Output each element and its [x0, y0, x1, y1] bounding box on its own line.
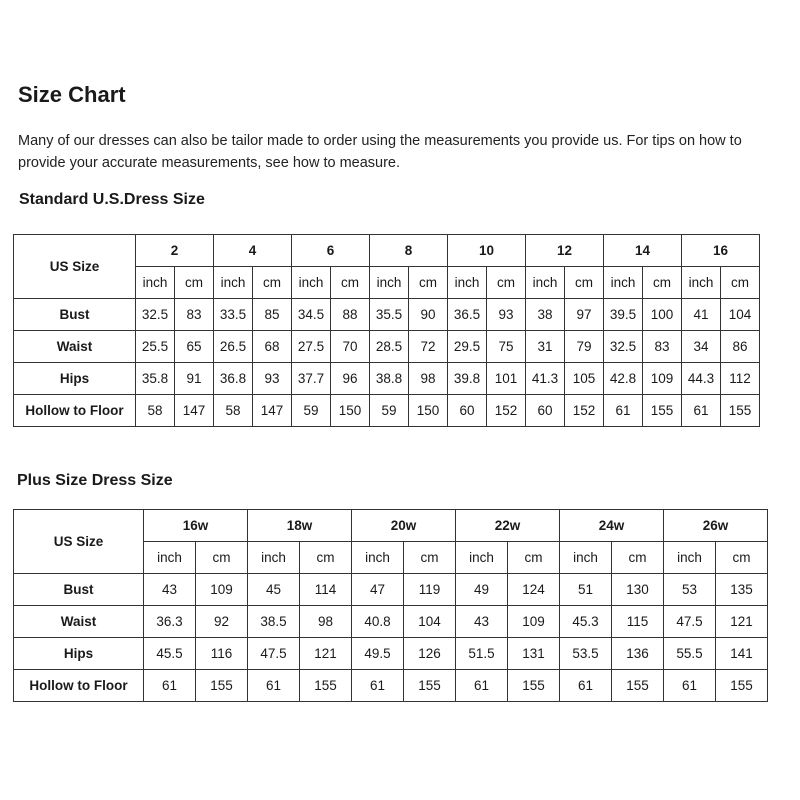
table-cell: 37.7: [292, 363, 331, 395]
measurement-label: Hollow to Floor: [14, 670, 144, 702]
table-cell: 45: [248, 574, 300, 606]
table-cell: 31: [526, 331, 565, 363]
table-cell: 150: [409, 395, 448, 427]
size-header-row: [14, 510, 768, 542]
table-cell: 49.5: [352, 638, 404, 670]
table-cell: 70: [331, 331, 370, 363]
table-cell: 152: [487, 395, 526, 427]
table-cell: 97: [565, 299, 604, 331]
table-cell: 105: [565, 363, 604, 395]
table-cell: 41: [682, 299, 721, 331]
table-cell: 55.5: [664, 638, 716, 670]
table-cell: 155: [508, 670, 560, 702]
unit-cell: cm: [487, 267, 526, 299]
table-cell: 45.5: [144, 638, 196, 670]
table-cell: 65: [175, 331, 214, 363]
size-header-cell: 20w: [352, 510, 456, 542]
table-cell: 47.5: [248, 638, 300, 670]
size-header-cell: 22w: [456, 510, 560, 542]
table-cell: 47.5: [664, 606, 716, 638]
table-cell: 36.3: [144, 606, 196, 638]
table-cell: 34.5: [292, 299, 331, 331]
table-row: [14, 606, 768, 638]
unit-cell: inch: [214, 267, 253, 299]
unit-cell: inch: [144, 542, 196, 574]
unit-cell: inch: [664, 542, 716, 574]
unit-cell: inch: [292, 267, 331, 299]
size-header-row: [14, 235, 760, 267]
table-cell: 147: [175, 395, 214, 427]
table-cell: 61: [144, 670, 196, 702]
table-cell: 83: [175, 299, 214, 331]
unit-cell: inch: [604, 267, 643, 299]
table-cell: 152: [565, 395, 604, 427]
table-cell: 119: [404, 574, 456, 606]
table-cell: 38.8: [370, 363, 409, 395]
table-cell: 85: [253, 299, 292, 331]
table-cell: 109: [508, 606, 560, 638]
table-row: [14, 395, 760, 427]
unit-cell: inch: [370, 267, 409, 299]
table-cell: 53.5: [560, 638, 612, 670]
unit-cell: inch: [136, 267, 175, 299]
table-cell: 150: [331, 395, 370, 427]
size-header-cell: 6: [292, 235, 370, 267]
table-cell: 155: [721, 395, 760, 427]
table-cell: 130: [612, 574, 664, 606]
unit-cell: inch: [526, 267, 565, 299]
table-cell: 39.8: [448, 363, 487, 395]
table-cell: 98: [409, 363, 448, 395]
unit-cell: inch: [456, 542, 508, 574]
size-header-cell: 18w: [248, 510, 352, 542]
table-cell: 61: [248, 670, 300, 702]
table-cell: 36.8: [214, 363, 253, 395]
unit-cell: cm: [508, 542, 560, 574]
size-header-cell: 10: [448, 235, 526, 267]
table-cell: 68: [253, 331, 292, 363]
table-cell: 136: [612, 638, 664, 670]
table-cell: 104: [721, 299, 760, 331]
table-cell: 147: [253, 395, 292, 427]
table-cell: 36.5: [448, 299, 487, 331]
plus-size-title: Plus Size Dress Size: [17, 472, 173, 489]
table-cell: 61: [456, 670, 508, 702]
size-header-cell: 2: [136, 235, 214, 267]
table-cell: 25.5: [136, 331, 175, 363]
table-row: [14, 670, 768, 702]
table-row: [14, 299, 760, 331]
unit-cell: inch: [248, 542, 300, 574]
table-cell: 109: [196, 574, 248, 606]
table-cell: 61: [352, 670, 404, 702]
measurement-label: Waist: [14, 606, 144, 638]
table-cell: 33.5: [214, 299, 253, 331]
table-cell: 26.5: [214, 331, 253, 363]
table-cell: 155: [643, 395, 682, 427]
table-cell: 115: [612, 606, 664, 638]
unit-cell: inch: [352, 542, 404, 574]
table-cell: 104: [404, 606, 456, 638]
table-cell: 90: [409, 299, 448, 331]
measurement-label: Bust: [14, 299, 136, 331]
measurement-label: Hips: [14, 363, 136, 395]
plus-size-table: [13, 509, 768, 702]
table-cell: 61: [604, 395, 643, 427]
table-cell: 112: [721, 363, 760, 395]
table-cell: 116: [196, 638, 248, 670]
table-cell: 38: [526, 299, 565, 331]
table-cell: 92: [196, 606, 248, 638]
table-cell: 32.5: [136, 299, 175, 331]
table-cell: 93: [253, 363, 292, 395]
table-cell: 131: [508, 638, 560, 670]
table-cell: 32.5: [604, 331, 643, 363]
table-cell: 141: [716, 638, 768, 670]
table-cell: 101: [487, 363, 526, 395]
unit-cell: cm: [331, 267, 370, 299]
table-cell: 59: [292, 395, 331, 427]
unit-cell: cm: [612, 542, 664, 574]
table-cell: 47: [352, 574, 404, 606]
table-cell: 93: [487, 299, 526, 331]
unit-cell: cm: [643, 267, 682, 299]
unit-cell: cm: [196, 542, 248, 574]
table-cell: 35.5: [370, 299, 409, 331]
table-cell: 58: [214, 395, 253, 427]
table-cell: 100: [643, 299, 682, 331]
table-cell: 45.3: [560, 606, 612, 638]
size-header-cell: 12: [526, 235, 604, 267]
unit-cell: inch: [682, 267, 721, 299]
table-cell: 43: [144, 574, 196, 606]
table-cell: 114: [300, 574, 352, 606]
table-cell: 59: [370, 395, 409, 427]
table-cell: 88: [331, 299, 370, 331]
us-size-label: US Size: [14, 235, 136, 299]
table-cell: 109: [643, 363, 682, 395]
unit-cell: inch: [560, 542, 612, 574]
measurement-label: Hollow to Floor: [14, 395, 136, 427]
unit-cell: cm: [300, 542, 352, 574]
table-row: [14, 331, 760, 363]
size-header-cell: 16: [682, 235, 760, 267]
table-cell: 86: [721, 331, 760, 363]
unit-cell: cm: [253, 267, 292, 299]
table-cell: 60: [448, 395, 487, 427]
table-cell: 51: [560, 574, 612, 606]
table-cell: 42.8: [604, 363, 643, 395]
table-cell: 51.5: [456, 638, 508, 670]
intro-text: Many of our dresses can also be tailor made to order using the measurements you provide us. For tips on how to provide your accurate measurements, see how to measure.: [18, 133, 742, 171]
table-cell: 29.5: [448, 331, 487, 363]
unit-cell: cm: [404, 542, 456, 574]
table-cell: 39.5: [604, 299, 643, 331]
size-header-cell: 16w: [144, 510, 248, 542]
table-cell: 121: [716, 606, 768, 638]
page-title: Size Chart: [18, 82, 126, 107]
table-cell: 61: [682, 395, 721, 427]
table-cell: 34: [682, 331, 721, 363]
unit-cell: inch: [448, 267, 487, 299]
table-cell: 43: [456, 606, 508, 638]
table-cell: 61: [664, 670, 716, 702]
table-cell: 135: [716, 574, 768, 606]
table-cell: 96: [331, 363, 370, 395]
table-cell: 27.5: [292, 331, 331, 363]
table-row: [14, 638, 768, 670]
unit-cell: cm: [716, 542, 768, 574]
table-cell: 41.3: [526, 363, 565, 395]
table-cell: 155: [300, 670, 352, 702]
us-size-label: US Size: [14, 510, 144, 574]
standard-size-table: [13, 234, 760, 427]
table-cell: 79: [565, 331, 604, 363]
table-cell: 49: [456, 574, 508, 606]
measurement-label: Bust: [14, 574, 144, 606]
table-cell: 98: [300, 606, 352, 638]
unit-cell: cm: [175, 267, 214, 299]
table-cell: 72: [409, 331, 448, 363]
table-cell: 155: [716, 670, 768, 702]
table-cell: 121: [300, 638, 352, 670]
size-header-cell: 8: [370, 235, 448, 267]
size-header-cell: 26w: [664, 510, 768, 542]
size-header-cell: 4: [214, 235, 292, 267]
standard-size-title: Standard U.S.Dress Size: [19, 191, 205, 208]
table-cell: 61: [560, 670, 612, 702]
size-header-cell: 24w: [560, 510, 664, 542]
table-cell: 40.8: [352, 606, 404, 638]
unit-cell: cm: [409, 267, 448, 299]
table-cell: 53: [664, 574, 716, 606]
table-cell: 155: [404, 670, 456, 702]
table-cell: 83: [643, 331, 682, 363]
table-cell: 124: [508, 574, 560, 606]
measurement-label: Hips: [14, 638, 144, 670]
size-header-cell: 14: [604, 235, 682, 267]
table-cell: 126: [404, 638, 456, 670]
table-cell: 35.8: [136, 363, 175, 395]
table-cell: 58: [136, 395, 175, 427]
table-cell: 28.5: [370, 331, 409, 363]
unit-cell: cm: [721, 267, 760, 299]
table-cell: 75: [487, 331, 526, 363]
table-cell: 60: [526, 395, 565, 427]
measurement-label: Waist: [14, 331, 136, 363]
table-cell: 91: [175, 363, 214, 395]
table-row: [14, 363, 760, 395]
unit-cell: cm: [565, 267, 604, 299]
table-cell: 155: [612, 670, 664, 702]
table-cell: 155: [196, 670, 248, 702]
table-cell: 38.5: [248, 606, 300, 638]
table-cell: 44.3: [682, 363, 721, 395]
table-row: [14, 574, 768, 606]
